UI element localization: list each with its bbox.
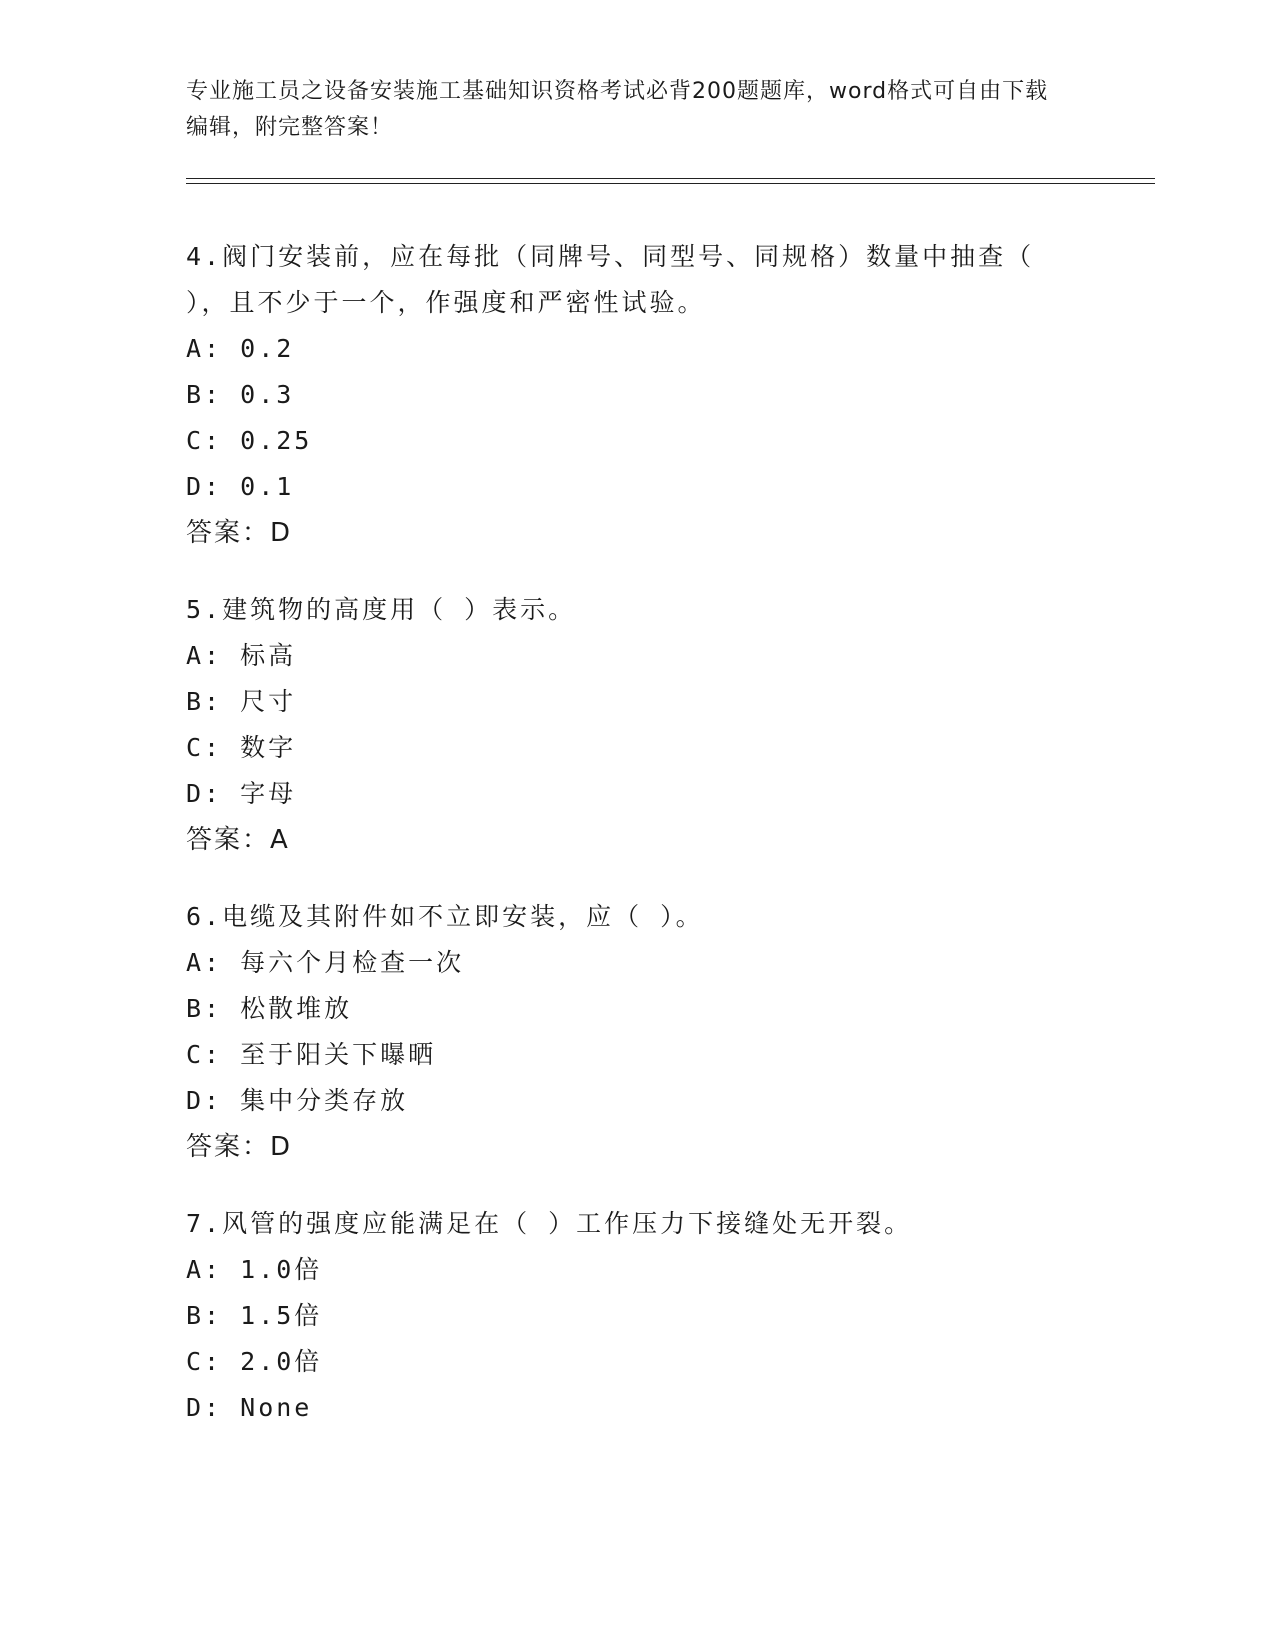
- question-7: [186, 1201, 1086, 1431]
- option-a: A: 每六个月检查一次: [186, 948, 465, 977]
- option-a: A: 标高: [186, 641, 297, 670]
- question-5: [186, 587, 1086, 863]
- option-c: C: 2.0倍: [186, 1347, 323, 1376]
- option-b: B: 1.5倍: [186, 1301, 323, 1330]
- question-stem: 7.风管的强度应能满足在（ ）工作压力下接缝处无开裂。: [186, 1209, 913, 1238]
- option-c: C: 数字: [186, 733, 297, 762]
- option-c: C: 0.25: [186, 426, 313, 455]
- option-b: B: 0.3: [186, 380, 295, 409]
- option-c: C: 至于阳关下曝晒: [186, 1040, 437, 1069]
- question-4: [186, 234, 1086, 556]
- option-b: B: 尺寸: [186, 687, 297, 716]
- question-stem: 6.电缆及其附件如不立即安装，应（ ）。: [186, 902, 704, 931]
- option-d: D: 集中分类存放: [186, 1086, 409, 1115]
- option-d: D: 0.1: [186, 472, 295, 501]
- document-header: 专业施工员之设备安装施工基础知识资格考试必背200题题库，word格式可自由下载编辑，附完整答案！: [186, 79, 1049, 140]
- option-d: D: None: [186, 1393, 313, 1422]
- answer-label: 答案：D: [186, 1132, 293, 1162]
- header-rule-top: [186, 178, 1155, 179]
- question-stem: 4.阀门安装前，应在每批（同牌号、同型号、同规格）数量中抽查（ ），且不少于一个，作强度和严密性试验。: [186, 242, 1035, 317]
- answer-label: 答案：D: [186, 518, 293, 548]
- answer-label: 答案：A: [186, 825, 290, 855]
- option-a: A: 1.0倍: [186, 1255, 323, 1284]
- question-6: [186, 894, 1086, 1170]
- option-a: A: 0.2: [186, 334, 295, 363]
- header-rule-bottom: [186, 183, 1155, 184]
- question-list: [186, 234, 1086, 1462]
- option-b: B: 松散堆放: [186, 994, 353, 1023]
- question-stem: 5.建筑物的高度用（ ）表示。: [186, 595, 577, 624]
- option-d: D: 字母: [186, 779, 297, 808]
